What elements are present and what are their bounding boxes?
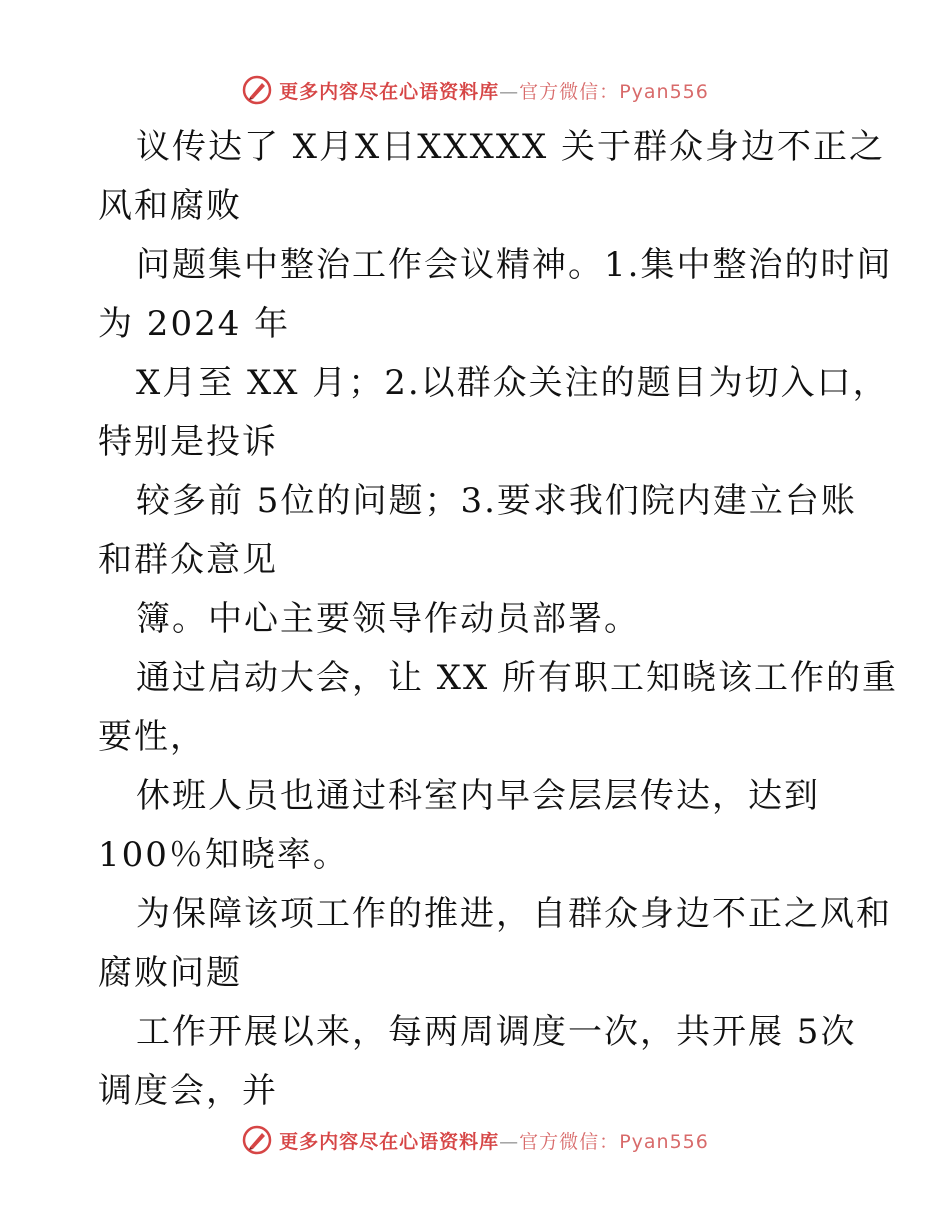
banner-brand: 更多内容尽在心语资料库	[279, 1130, 500, 1153]
paragraph-line: 通过启动大会，让 XX 所有职工知晓该工作的重	[136, 658, 899, 698]
paragraph-line: 风和腐败	[98, 186, 242, 226]
paragraph-line: 休班人员也通过科室内早会层层传达，达到	[136, 776, 820, 816]
paragraph-line: 问题集中整治工作会议精神。1.集中整治的时间	[136, 245, 893, 285]
paragraph-line: 腐败问题	[98, 953, 242, 993]
banner-wechat-label: 官方微信：	[519, 1130, 620, 1153]
banner-text	[279, 1127, 709, 1154]
banner-dash: —	[499, 1130, 520, 1153]
paragraph-line: 和群众意见	[98, 540, 278, 580]
banner-wechat-id: Pyan556	[619, 80, 709, 103]
paragraph-line: 100％知晓率。	[98, 835, 349, 875]
paragraph-line: 为保障该项工作的推进，自群众身边不正之风和	[136, 894, 892, 934]
paragraph-line: 调度会，并	[98, 1071, 278, 1111]
banner-wechat-id: Pyan556	[619, 1130, 709, 1153]
banner-wechat-label: 官方微信：	[519, 80, 620, 103]
pen-logo-icon	[241, 1124, 273, 1156]
footer-banner	[0, 1120, 950, 1160]
paragraph-line: 议传达了 X月X日XXXXX 关于群众身边不正之	[136, 127, 886, 167]
paragraph-line: 工作开展以来，每两周调度一次，共开展 5次	[136, 1012, 857, 1052]
paragraph-line: X月至 XX 月；2.以群众关注的题目为切入口，	[136, 363, 889, 403]
paragraph-line: 较多前 5位的问题；3.要求我们院内建立台账	[136, 481, 857, 521]
document-body	[98, 118, 899, 1121]
paragraph-line: 要性，	[98, 717, 206, 757]
paragraph-line: 簿。中心主要领导作动员部署。	[136, 599, 640, 639]
banner-dash: —	[499, 80, 520, 103]
banner-brand: 更多内容尽在心语资料库	[279, 80, 500, 103]
pen-logo-icon	[241, 74, 273, 106]
paragraph-line: 特别是投诉	[98, 422, 278, 462]
header-banner	[0, 70, 950, 110]
paragraph-line: 为 2024 年	[98, 304, 291, 344]
banner-text	[279, 77, 709, 104]
